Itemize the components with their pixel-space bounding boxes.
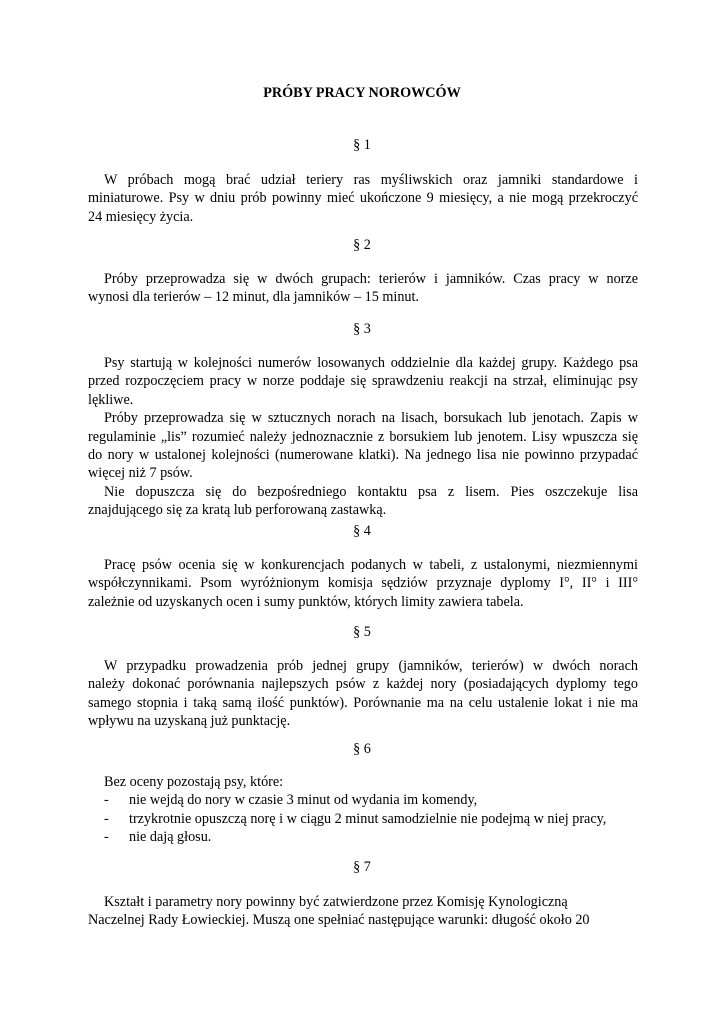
paragraph-section-7 xyxy=(88,893,638,930)
exclusion-list xyxy=(88,773,648,847)
text-line: wpływu na uzyskaną już punktację. xyxy=(88,713,291,730)
text-line: W przypadku prowadzenia prób jednej grupy (jamników, terierów) w dwóch norach xyxy=(104,658,638,674)
text-line: Kształt i parametry nory powinny być zatwierdzone przez Komisję Kynologiczną xyxy=(104,894,568,910)
text-line: znajdującego się za kratą lub perforowaną zastawką. xyxy=(88,502,387,519)
list-item xyxy=(88,791,648,809)
bullet-dash: - xyxy=(104,829,109,846)
section-heading-1: § 1 xyxy=(353,137,371,153)
list-intro xyxy=(88,773,648,791)
paragraph-section-1 xyxy=(88,171,638,226)
text-line: przed rozpoczęciem pracy w norze poddaje się sprawdzeniu reakcji na strzał, eliminując psy xyxy=(88,373,638,390)
text-line: współczynnikami. Psom wyróżnionym komisja sędziów przyznaje dyplomy I°, II° i III° xyxy=(88,575,638,592)
paragraph-section-4 xyxy=(88,556,638,611)
section-heading-4: § 4 xyxy=(353,523,371,539)
text-line: Pracę psów ocenia się w konkurencjach podanych w tabeli, z ustalonymi, niezmiennymi xyxy=(104,557,638,573)
text-line: zależnie od uzyskanych ocen i sumy punktów, których limity zawiera tabela. xyxy=(88,593,524,610)
text-line: wynosi dla terierów – 12 minut, dla jamników – 15 minut. xyxy=(88,289,420,306)
text-line: miniaturowe. Psy w dniu prób powinny mieć ukończone 9 miesięcy, a nie mogą przekroczyć xyxy=(88,190,638,207)
text-line: Próby przeprowadza się w sztucznych norach na lisach, borsukach lub jenotach. Zapis w xyxy=(104,410,638,427)
section-heading-5: § 5 xyxy=(353,624,371,640)
section-heading-3: § 3 xyxy=(353,321,371,337)
text-line: 24 miesięcy życia. xyxy=(88,208,194,225)
document-title: PRÓBY PRACY NOROWCÓW xyxy=(263,85,461,101)
section-heading-2: § 2 xyxy=(353,237,371,253)
list-item-text: nie wejdą do nory w czasie 3 minut od wydania im komendy, xyxy=(129,792,478,809)
section-heading-6: § 6 xyxy=(353,741,371,757)
text-line: więcej niż 7 psów. xyxy=(88,465,193,482)
text-line: samego stopnia i taką samą ilość punktów). Porównanie ma na celu ustalenie lokat i nie ma xyxy=(88,694,638,711)
text-line: W próbach mogą brać udział teriery ras myśliwskich oraz jamniki standardowe i xyxy=(104,172,638,188)
list-intro-text: Bez oceny pozostają psy, które: xyxy=(104,774,284,790)
list-item-text: trzykrotnie opuszczą norę i w ciągu 2 minut samodzielnie nie podejmą w niej pracy, xyxy=(129,810,607,827)
list-item xyxy=(88,828,648,846)
list-item xyxy=(88,810,648,828)
paragraph-section-3 xyxy=(88,354,638,520)
text-line: Psy startują w kolejności numerów losowanych oddzielnie dla każdej grupy. Każdego psa xyxy=(104,355,638,371)
text-line: należy dokonać porównania najlepszych psów z każdej nory (posiadających dyplomy tego xyxy=(88,676,638,693)
bullet-dash: - xyxy=(104,792,109,809)
text-line: do nory w ustalonej kolejności (numerowane klatki). Na jednego lisa nie powinno przypadać xyxy=(88,447,638,464)
paragraph-section-5 xyxy=(88,657,638,731)
paragraph-section-2 xyxy=(88,270,638,307)
text-line: Nie dopuszcza się do bezpośredniego kontaktu psa z lisem. Pies oszczekuje lisa xyxy=(104,483,638,500)
section-heading-7: § 7 xyxy=(353,859,371,875)
list-item-text: nie dają głosu. xyxy=(129,829,212,846)
text-line: Naczelnej Rady Łowieckiej. Muszą one spełniać następujące warunki: długość około 20 xyxy=(88,912,590,929)
text-line: Próby przeprowadza się w dwóch grupach: terierów i jamników. Czas pracy w norze xyxy=(104,271,638,287)
bullet-dash: - xyxy=(104,810,109,827)
text-line: lękliwe. xyxy=(88,391,134,408)
text-line: regulaminie „lis” rozumieć należy jednoznacznie z borsukiem lub jenotem. Lisy wpuszcza się xyxy=(88,428,638,445)
